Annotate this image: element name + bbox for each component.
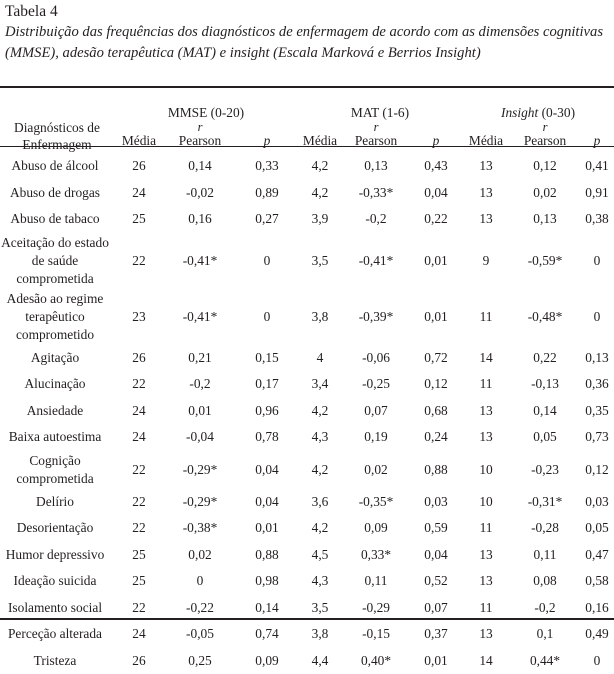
- cell-insight-r: 0,14: [510, 398, 580, 425]
- cell-mat-r: 0,19: [342, 424, 410, 451]
- cell-mat-p: 0,88: [410, 451, 462, 489]
- cell-mat-media: 3,8: [298, 621, 342, 648]
- cell-mmse-media: 22: [114, 371, 164, 398]
- cell-insight-r: 0,08: [510, 568, 580, 595]
- data-table: [0, 87, 614, 674]
- subheader-r-pearson-mmse: [164, 121, 236, 153]
- pearson-word: Pearson: [179, 133, 221, 148]
- cell-mmse-p: 0,33: [236, 153, 298, 180]
- table-title: Tabela 4: [5, 2, 58, 22]
- cell-mat-p: 0,59: [410, 515, 462, 542]
- cell-mat-r: 0,07: [342, 398, 410, 425]
- cell-insight-p: 0,49: [580, 621, 614, 648]
- cell-mat-r: -0,06: [342, 345, 410, 372]
- cell-insight-media: 9: [462, 233, 510, 289]
- cell-mmse-r: -0,04: [164, 424, 236, 451]
- table-row: [0, 542, 614, 569]
- cell-insight-p: 0,41: [580, 153, 614, 180]
- cell-mat-r: 0,33*: [342, 542, 410, 569]
- cell-mmse-r: 0,14: [164, 153, 236, 180]
- pearson-word: Pearson: [524, 133, 566, 148]
- table-row: [0, 515, 614, 542]
- cell-mat-media: 4,2: [298, 180, 342, 207]
- row-label: Agitação: [0, 345, 114, 372]
- cell-mat-media: 4,2: [298, 398, 342, 425]
- subheader-media-mat: Média: [298, 121, 342, 153]
- cell-insight-p: 0,12: [580, 451, 614, 489]
- cell-mmse-p: 0,78: [236, 424, 298, 451]
- cell-insight-media: 13: [462, 206, 510, 233]
- cell-mmse-media: 26: [114, 345, 164, 372]
- cell-insight-p: 0,73: [580, 424, 614, 451]
- table-caption: Distribuição das frequências dos diagnósticos de enfermagem de acordo com as dimensões cognitivas (MMSE), adesão terapêutica (MAT) e insight (Escala Marková e Berrios Insight): [5, 22, 613, 64]
- cell-insight-p: 0: [580, 233, 614, 289]
- cell-mmse-r: -0,29*: [164, 489, 236, 516]
- cell-mat-p: 0,52: [410, 568, 462, 595]
- row-label: Adesão ao regime terapêutico comprometido: [0, 289, 114, 345]
- cell-mat-p: 0,04: [410, 542, 462, 569]
- cell-mat-r: -0,15: [342, 621, 410, 648]
- table-row: [0, 371, 614, 398]
- cell-insight-r: -0,48*: [510, 289, 580, 345]
- cell-mmse-p: 0: [236, 289, 298, 345]
- cell-insight-p: 0: [580, 648, 614, 674]
- cell-insight-p: 0,05: [580, 515, 614, 542]
- cell-mmse-p: 0,96: [236, 398, 298, 425]
- table-row: [0, 451, 614, 489]
- cell-insight-media: 11: [462, 371, 510, 398]
- cell-mmse-r: 0,25: [164, 648, 236, 674]
- cell-insight-r: -0,28: [510, 515, 580, 542]
- cell-insight-r: 0,11: [510, 542, 580, 569]
- cell-insight-p: 0,58: [580, 568, 614, 595]
- cell-insight-r: 0,12: [510, 153, 580, 180]
- cell-mat-media: 3,9: [298, 206, 342, 233]
- cell-mmse-p: 0: [236, 233, 298, 289]
- group-name: MAT: [351, 105, 379, 120]
- cell-insight-r: 0,44*: [510, 648, 580, 674]
- row-label: Delírio: [0, 489, 114, 516]
- group-name: MMSE: [168, 105, 207, 120]
- r-symbol: r: [179, 121, 221, 134]
- cell-mmse-p: 0,09: [236, 648, 298, 674]
- cell-mmse-r: -0,41*: [164, 233, 236, 289]
- cell-insight-p: 0,35: [580, 398, 614, 425]
- row-label: Cognição comprometida: [0, 451, 114, 489]
- subheader-r-pearson-mat: [342, 121, 410, 153]
- cell-insight-media: 14: [462, 648, 510, 674]
- cell-mmse-media: 25: [114, 542, 164, 569]
- cell-mmse-r: -0,02: [164, 180, 236, 207]
- cell-mmse-media: 25: [114, 206, 164, 233]
- cell-mat-media: 3,5: [298, 595, 342, 622]
- cell-mat-p: 0,12: [410, 371, 462, 398]
- cell-insight-p: 0,36: [580, 371, 614, 398]
- row-label: Ansiedade: [0, 398, 114, 425]
- cell-insight-media: 13: [462, 542, 510, 569]
- cell-mat-r: 0,13: [342, 153, 410, 180]
- cell-mat-p: 0,37: [410, 621, 462, 648]
- cell-mmse-p: 0,74: [236, 621, 298, 648]
- cell-mmse-media: 25: [114, 568, 164, 595]
- cell-mat-p: 0,04: [410, 180, 462, 207]
- subheader-p-insight: p: [580, 121, 614, 153]
- cell-mat-r: 0,09: [342, 515, 410, 542]
- cell-insight-r: -0,59*: [510, 233, 580, 289]
- table-row: [0, 621, 614, 648]
- cell-mat-media: 4,3: [298, 424, 342, 451]
- row-label: Ideação suicida: [0, 568, 114, 595]
- group-name: Insight: [501, 105, 538, 120]
- cell-mmse-media: 22: [114, 489, 164, 516]
- cell-mmse-r: 0,02: [164, 542, 236, 569]
- row-label: Baixa autoestima: [0, 424, 114, 451]
- cell-mmse-media: 23: [114, 289, 164, 345]
- table-row: [0, 568, 614, 595]
- cell-mat-p: 0,43: [410, 153, 462, 180]
- cell-mmse-r: -0,05: [164, 621, 236, 648]
- r-symbol: r: [355, 121, 397, 134]
- table-row: [0, 424, 614, 451]
- cell-mmse-p: 0,89: [236, 180, 298, 207]
- table-row: [0, 595, 614, 622]
- table-row: [0, 206, 614, 233]
- r-pearson-label: [179, 121, 221, 147]
- cell-mat-p: 0,24: [410, 424, 462, 451]
- table-row: [0, 398, 614, 425]
- r-pearson-label: [524, 121, 566, 147]
- cell-mat-p: 0,07: [410, 595, 462, 622]
- cell-mat-media: 3,5: [298, 233, 342, 289]
- table-row: [0, 180, 614, 207]
- cell-mmse-p: 0,15: [236, 345, 298, 372]
- row-label: Tristeza: [0, 648, 114, 674]
- table-row: [0, 153, 614, 180]
- cell-mmse-p: 0,04: [236, 451, 298, 489]
- cell-mat-p: 0,72: [410, 345, 462, 372]
- group-header-insight: [462, 87, 614, 121]
- cell-insight-media: 13: [462, 621, 510, 648]
- group-range: (0-20): [211, 105, 244, 120]
- cell-insight-media: 13: [462, 424, 510, 451]
- cell-insight-media: 11: [462, 289, 510, 345]
- cell-mat-media: 4,4: [298, 648, 342, 674]
- cell-mmse-media: 24: [114, 621, 164, 648]
- row-label: Alucinação: [0, 371, 114, 398]
- cell-mmse-p: 0,88: [236, 542, 298, 569]
- cell-insight-r: -0,31*: [510, 489, 580, 516]
- cell-mmse-media: 22: [114, 515, 164, 542]
- cell-mmse-media: 24: [114, 180, 164, 207]
- cell-mmse-r: -0,29*: [164, 451, 236, 489]
- cell-mmse-p: 0,27: [236, 206, 298, 233]
- cell-insight-p: 0,38: [580, 206, 614, 233]
- cell-insight-r: 0,05: [510, 424, 580, 451]
- group-header-mmse: [114, 87, 298, 121]
- cell-mat-p: 0,01: [410, 233, 462, 289]
- cell-mmse-r: -0,2: [164, 371, 236, 398]
- row-label: Perceção alterada: [0, 621, 114, 648]
- table-row: [0, 489, 614, 516]
- cell-insight-media: 13: [462, 153, 510, 180]
- cell-insight-r: -0,2: [510, 595, 580, 622]
- row-label: Isolamento social: [0, 595, 114, 622]
- cell-mmse-p: 0,98: [236, 568, 298, 595]
- cell-mmse-media: 22: [114, 451, 164, 489]
- cell-insight-media: 13: [462, 568, 510, 595]
- cell-mat-r: -0,35*: [342, 489, 410, 516]
- table-row: [0, 289, 614, 345]
- cell-insight-p: 0: [580, 289, 614, 345]
- cell-mmse-media: 24: [114, 424, 164, 451]
- cell-insight-media: 10: [462, 451, 510, 489]
- cell-insight-p: 0,16: [580, 595, 614, 622]
- subheader-r-pearson-insight: [510, 121, 580, 153]
- cell-insight-p: 0,13: [580, 345, 614, 372]
- cell-mat-media: 4,2: [298, 515, 342, 542]
- cell-insight-media: 14: [462, 345, 510, 372]
- cell-insight-r: -0,23: [510, 451, 580, 489]
- cell-mmse-r: 0,16: [164, 206, 236, 233]
- subheader-p-mat: p: [410, 121, 462, 153]
- cell-mmse-p: 0,01: [236, 515, 298, 542]
- row-label-header: Diagnósticos de Enfermagem: [0, 87, 114, 153]
- cell-insight-r: 0,22: [510, 345, 580, 372]
- cell-insight-r: -0,13: [510, 371, 580, 398]
- cell-mmse-media: 26: [114, 153, 164, 180]
- group-header-mat: [298, 87, 462, 121]
- cell-insight-r: 0,02: [510, 180, 580, 207]
- cell-mat-media: 4,5: [298, 542, 342, 569]
- row-label: Humor depressivo: [0, 542, 114, 569]
- cell-mat-r: -0,29: [342, 595, 410, 622]
- cell-mat-media: 3,8: [298, 289, 342, 345]
- cell-insight-p: 0,91: [580, 180, 614, 207]
- cell-mmse-r: -0,22: [164, 595, 236, 622]
- row-label: Abuso de drogas: [0, 180, 114, 207]
- cell-insight-media: 13: [462, 180, 510, 207]
- cell-mmse-media: 26: [114, 648, 164, 674]
- cell-mat-r: -0,33*: [342, 180, 410, 207]
- cell-mat-p: 0,03: [410, 489, 462, 516]
- cell-mat-p: 0,22: [410, 206, 462, 233]
- cell-mat-p: 0,01: [410, 648, 462, 674]
- cell-insight-media: 10: [462, 489, 510, 516]
- cell-mat-r: -0,41*: [342, 233, 410, 289]
- r-symbol: r: [524, 121, 566, 134]
- cell-insight-media: 11: [462, 595, 510, 622]
- table-row: [0, 345, 614, 372]
- row-label: Abuso de tabaco: [0, 206, 114, 233]
- cell-mat-media: 4,2: [298, 153, 342, 180]
- cell-mat-p: 0,01: [410, 289, 462, 345]
- table-row: [0, 648, 614, 674]
- cell-mat-media: 3,6: [298, 489, 342, 516]
- cell-mat-r: -0,2: [342, 206, 410, 233]
- cell-mat-media: 3,4: [298, 371, 342, 398]
- group-range: (1-6): [382, 105, 409, 120]
- table-row: [0, 233, 614, 289]
- cell-mat-r: 0,11: [342, 568, 410, 595]
- cell-mat-r: 0,02: [342, 451, 410, 489]
- row-label: Desorientação: [0, 515, 114, 542]
- cell-mat-r: -0,39*: [342, 289, 410, 345]
- r-pearson-label: [355, 121, 397, 147]
- cell-insight-media: 11: [462, 515, 510, 542]
- cell-mat-media: 4,2: [298, 451, 342, 489]
- cell-insight-p: 0,47: [580, 542, 614, 569]
- cell-mmse-p: 0,14: [236, 595, 298, 622]
- cell-mmse-media: 22: [114, 595, 164, 622]
- cell-mmse-p: 0,17: [236, 371, 298, 398]
- row-label: Aceitação do estado de saúde comprometida: [0, 233, 114, 289]
- cell-mat-media: 4: [298, 345, 342, 372]
- pearson-word: Pearson: [355, 133, 397, 148]
- subheader-p-mmse: p: [236, 121, 298, 153]
- cell-insight-p: 0,03: [580, 489, 614, 516]
- row-label: Abuso de álcool: [0, 153, 114, 180]
- cell-mmse-media: 24: [114, 398, 164, 425]
- cell-mmse-r: -0,41*: [164, 289, 236, 345]
- cell-mmse-r: 0: [164, 568, 236, 595]
- subheader-media-mmse: Média: [114, 121, 164, 153]
- cell-insight-media: 13: [462, 398, 510, 425]
- group-range: (0-30): [542, 105, 575, 120]
- cell-insight-r: 0,1: [510, 621, 580, 648]
- cell-mmse-r: 0,21: [164, 345, 236, 372]
- cell-mmse-p: 0,04: [236, 489, 298, 516]
- cell-mat-r: -0,25: [342, 371, 410, 398]
- cell-insight-r: 0,13: [510, 206, 580, 233]
- cell-mat-media: 4,3: [298, 568, 342, 595]
- subheader-media-insight: Média: [462, 121, 510, 153]
- cell-mmse-r: 0,01: [164, 398, 236, 425]
- cell-mmse-r: -0,38*: [164, 515, 236, 542]
- cell-mat-p: 0,68: [410, 398, 462, 425]
- cell-mat-r: 0,40*: [342, 648, 410, 674]
- cell-mmse-media: 22: [114, 233, 164, 289]
